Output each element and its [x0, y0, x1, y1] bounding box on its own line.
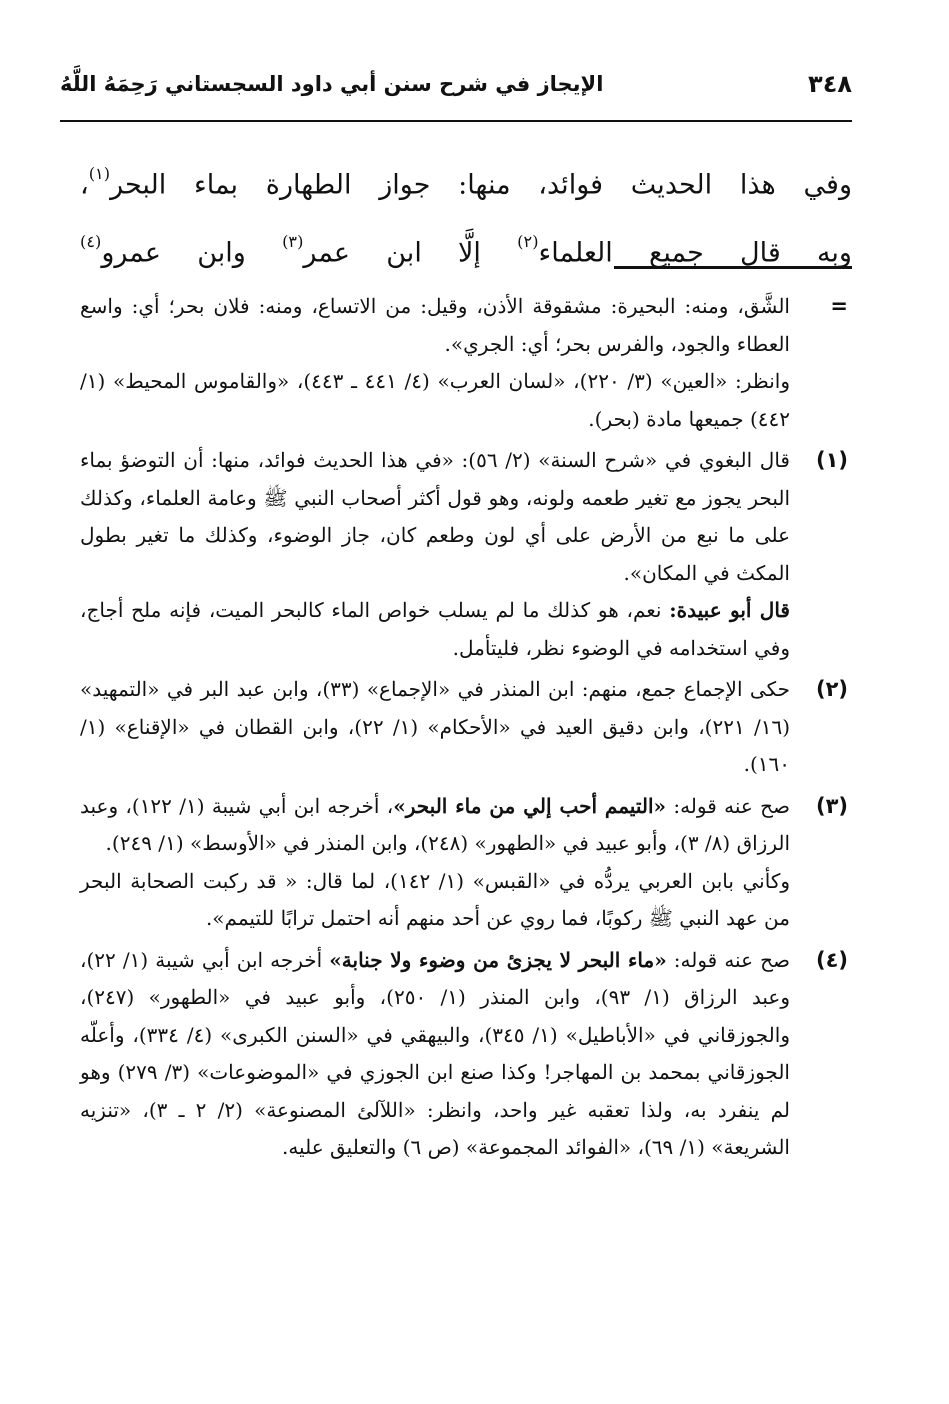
main-text — [80, 146, 852, 281]
footnote-text: صح عنه قوله: «التيمم أحب إلي من ماء البحر»، أخرجه ابن أبي شيبة (١/ ١٢٢)، وعبد الرزاق (٨/ ٣)، وأبو عبيد في «الطهور» (٢٤٨)، وابن المنذر في «الأوسط» (١/ ٢٤٩). — [80, 793, 790, 855]
footnote-1 — [80, 442, 852, 667]
page-header — [60, 66, 852, 118]
footnote-text: الشَّق، ومنه: البحيرة: مشقوقة الأذن، وقيل: من الاتساع، ومنه: فلان بحر؛ أي: واسع العطاء والجود، والفرس بحر؛ أي: الجري». — [80, 294, 790, 356]
footnote-text: صح عنه قوله: «ماء البحر لا يجزئ من وضوء ولا جنابة» أخرجه ابن أبي شيبة (١/ ٢٢)، وعبد الرزاق (١/ ٩٣)، وابن المنذر (١/ ٢٥٠)، وأبو عبيد في «الطهور» (٢٤٧)، والجوزقاني في «الأباطيل» (١/ ٣٤٥)، والبيهقي في «السنن الكبرى» (٤/ ٣٣٤)، وأعلّه الجوزقاني بمحمد بن المهاجر! وكذا صنع ابن الجوزي في «الموضوعات» (٣/ ٢٧٩) وهو لم ينفرد به، ولذا تعقبه غير واحد، وانظر: «اللآلئ المصنوعة» (٢/ ٢ ـ ٣)، «تنزيه الشريعة» (١/ ٦٩)، «الفوائد المجموعة» (ص ٦) والتعليق عليه. — [80, 947, 791, 1159]
footnote-2 — [80, 671, 852, 784]
main-text-line-1: وفي هذا الحديث فوائد، منها: جواز الطهارة بماء البحر$^{(١)}$، — [80, 164, 852, 201]
footnote-marker: (٣) — [815, 793, 848, 818]
footnote-continued — [80, 288, 852, 438]
footnotes — [80, 288, 852, 1171]
footnote-marker: (٤) — [815, 947, 848, 972]
footnote-4 — [80, 942, 852, 1167]
footnote-text: وكأني بابن العربي يردُّه في «القبس» (١/ ١٤٢)، لما قال: « قد ركبت الصحابة البحر من عهد النبي ﷺ ركوبًا، فما روي عن أحد منهم أنه احتمل ترابًا للتيمم». — [80, 868, 791, 930]
footnote-ref-3: (٣) — [282, 231, 304, 251]
page-number: ٣٤٨ — [808, 70, 852, 98]
footnote-separator — [614, 266, 852, 269]
footnote-3 — [80, 788, 852, 938]
footnote-ref-2: (٢) — [517, 231, 539, 251]
main-text-line-2: وبه قال جميع العلماء$^{(٢)}$ إلَّا ابن عمر$^{(٣)}$ وابن عمرو$^{(٤)}$ — [80, 231, 852, 269]
quoted-statement: «ماء البحر لا يجزئ من وضوء ولا جنابة» — [329, 947, 667, 972]
quoted-statement: «التيمم أحب إلي من ماء البحر» — [393, 793, 667, 818]
footnote-text: حكى الإجماع جمع، منهم: ابن المنذر في «الإجماع» (٣٣)، وابن عبد البر في «التمهيد» (١٦/ ٢٢١)، وابن دقيق العيد في «الأحكام» (١/ ٢٢)، وابن القطان في «الإقناع» (١/ ١٦٠). — [80, 677, 790, 776]
running-title: الإيجاز في شرح سنن أبي داود السجستاني رَحِمَهُ اللَّهُ — [60, 72, 604, 96]
footnote-ref-1: (١) — [88, 164, 111, 183]
footnote-text: قال البغوي في «شرح السنة» (٢/ ٥٦): «في هذا الحديث فوائد، منها: أن التوضؤ بماء البحر يجوز مع تغير طعمه ولونه، وهو قول أكثر أصحاب النبي ﷺ وعامة العلماء، وكذلك على ما نبع من الأرض على أي لون وطعم كان، جاز الوضوء، وكذلك ما تغير بطول المكث في المكان». — [80, 448, 790, 585]
footnote-text: قال أبو عبيدة: نعم، هو كذلك ما لم يسلب خواص الماء كالبحر الميت، فإنه ملح أجاج، وفي استخدامه في الوضوء نظر، فليتأمل. — [80, 598, 790, 660]
footnote-marker: (٢) — [815, 677, 848, 701]
footnote-marker: (١) — [815, 448, 848, 472]
footnote-text: وانظر: «العين» (٣/ ٢٢٠)، «لسان العرب» (٤/ ٤٤١ ـ ٤٤٣)، «والقاموس المحيط» (١/ ٤٤٢) جميعها مادة (بحر). — [80, 369, 790, 431]
continuation-marker: = — [830, 294, 848, 318]
header-rule — [60, 120, 852, 122]
commentator-name: قال أبو عبيدة: — [669, 598, 790, 622]
footnote-ref-4: (٤) — [80, 231, 102, 251]
